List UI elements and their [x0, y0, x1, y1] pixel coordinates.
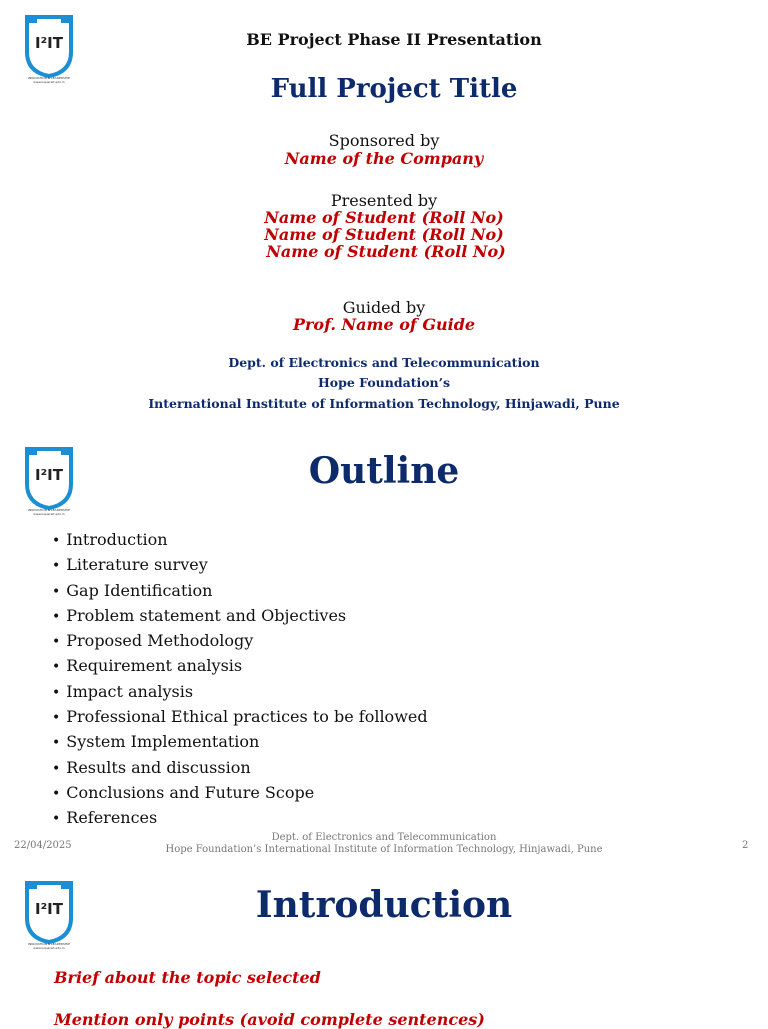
title-slide	[0, 0, 768, 432]
svg-text:INNOVATION & LEADERSHIP: INNOVATION & LEADERSHIP	[28, 76, 70, 80]
list-item: • System Implementation	[52, 730, 428, 755]
outline-list	[52, 528, 428, 832]
student-name: Name of Student (Roll No)	[264, 208, 504, 227]
institute: International Institute of Information Technology, Hinjawadi, Pune	[148, 396, 620, 411]
guided-label: Guided by	[342, 298, 426, 317]
guide-name: Prof. Name of Guide	[292, 315, 476, 334]
list-item: • Conclusions and Future Scope	[52, 781, 428, 806]
svg-text:www.isquareit.edu.in: www.isquareit.edu.in	[33, 80, 65, 84]
intro-point: Brief about the topic selected	[54, 968, 321, 987]
svg-text:I²IT: I²IT	[35, 34, 63, 52]
svg-text:INNOVATION & LEADERSHIP: INNOVATION & LEADERSHIP	[28, 942, 70, 946]
student-name: Name of Student (Roll No)	[266, 242, 506, 261]
presented-label: Presented by	[330, 191, 438, 210]
outline-slide	[0, 432, 768, 864]
foundation: Hope Foundation’s	[317, 375, 451, 390]
footer-date: 22/04/2025	[14, 840, 72, 851]
department: Dept. of Electronics and Telecommunication	[228, 355, 540, 370]
list-item: • Impact analysis	[52, 680, 428, 705]
footer-institute-name: Hope Foundation’s International Institute of Information Technology, Hinjawadi, Pune	[165, 844, 603, 855]
footer-dept: Dept. of Electronics and Telecommunication	[271, 832, 497, 843]
list-item: • Results and discussion	[52, 756, 428, 781]
introduction-title: Introduction	[255, 884, 513, 926]
list-item: • References	[52, 806, 428, 831]
list-item: • Problem statement and Objectives	[52, 604, 428, 629]
list-item: • Requirement analysis	[52, 654, 428, 679]
introduction-slide	[0, 864, 768, 1029]
sponsored-label: Sponsored by	[328, 131, 440, 150]
svg-text:I²IT: I²IT	[35, 466, 63, 484]
svg-text:INNOVATION & LEADERSHIP: INNOVATION & LEADERSHIP	[28, 508, 70, 512]
student-name: Name of Student (Roll No)	[264, 225, 504, 244]
outline-title: Outline	[308, 450, 460, 492]
footer-institute	[0, 832, 768, 856]
page-number: 2	[742, 840, 749, 851]
company-name: Name of the Company	[284, 149, 484, 168]
presentation-header: BE Project Phase II Presentation	[246, 30, 542, 49]
list-item: • Proposed Methodology	[52, 629, 428, 654]
svg-text:www.isquareit.edu.in: www.isquareit.edu.in	[33, 946, 65, 950]
project-title: Full Project Title	[270, 74, 518, 104]
svg-text:www.isquareit.edu.in: www.isquareit.edu.in	[33, 512, 65, 516]
list-item: • Introduction	[52, 528, 428, 553]
intro-point: Mention only points (avoid complete sentences)	[54, 1010, 485, 1029]
list-item: • Professional Ethical practices to be followed	[52, 705, 428, 730]
svg-text:I²IT: I²IT	[35, 900, 63, 918]
list-item: • Gap Identification	[52, 579, 428, 604]
list-item: • Literature survey	[52, 553, 428, 578]
